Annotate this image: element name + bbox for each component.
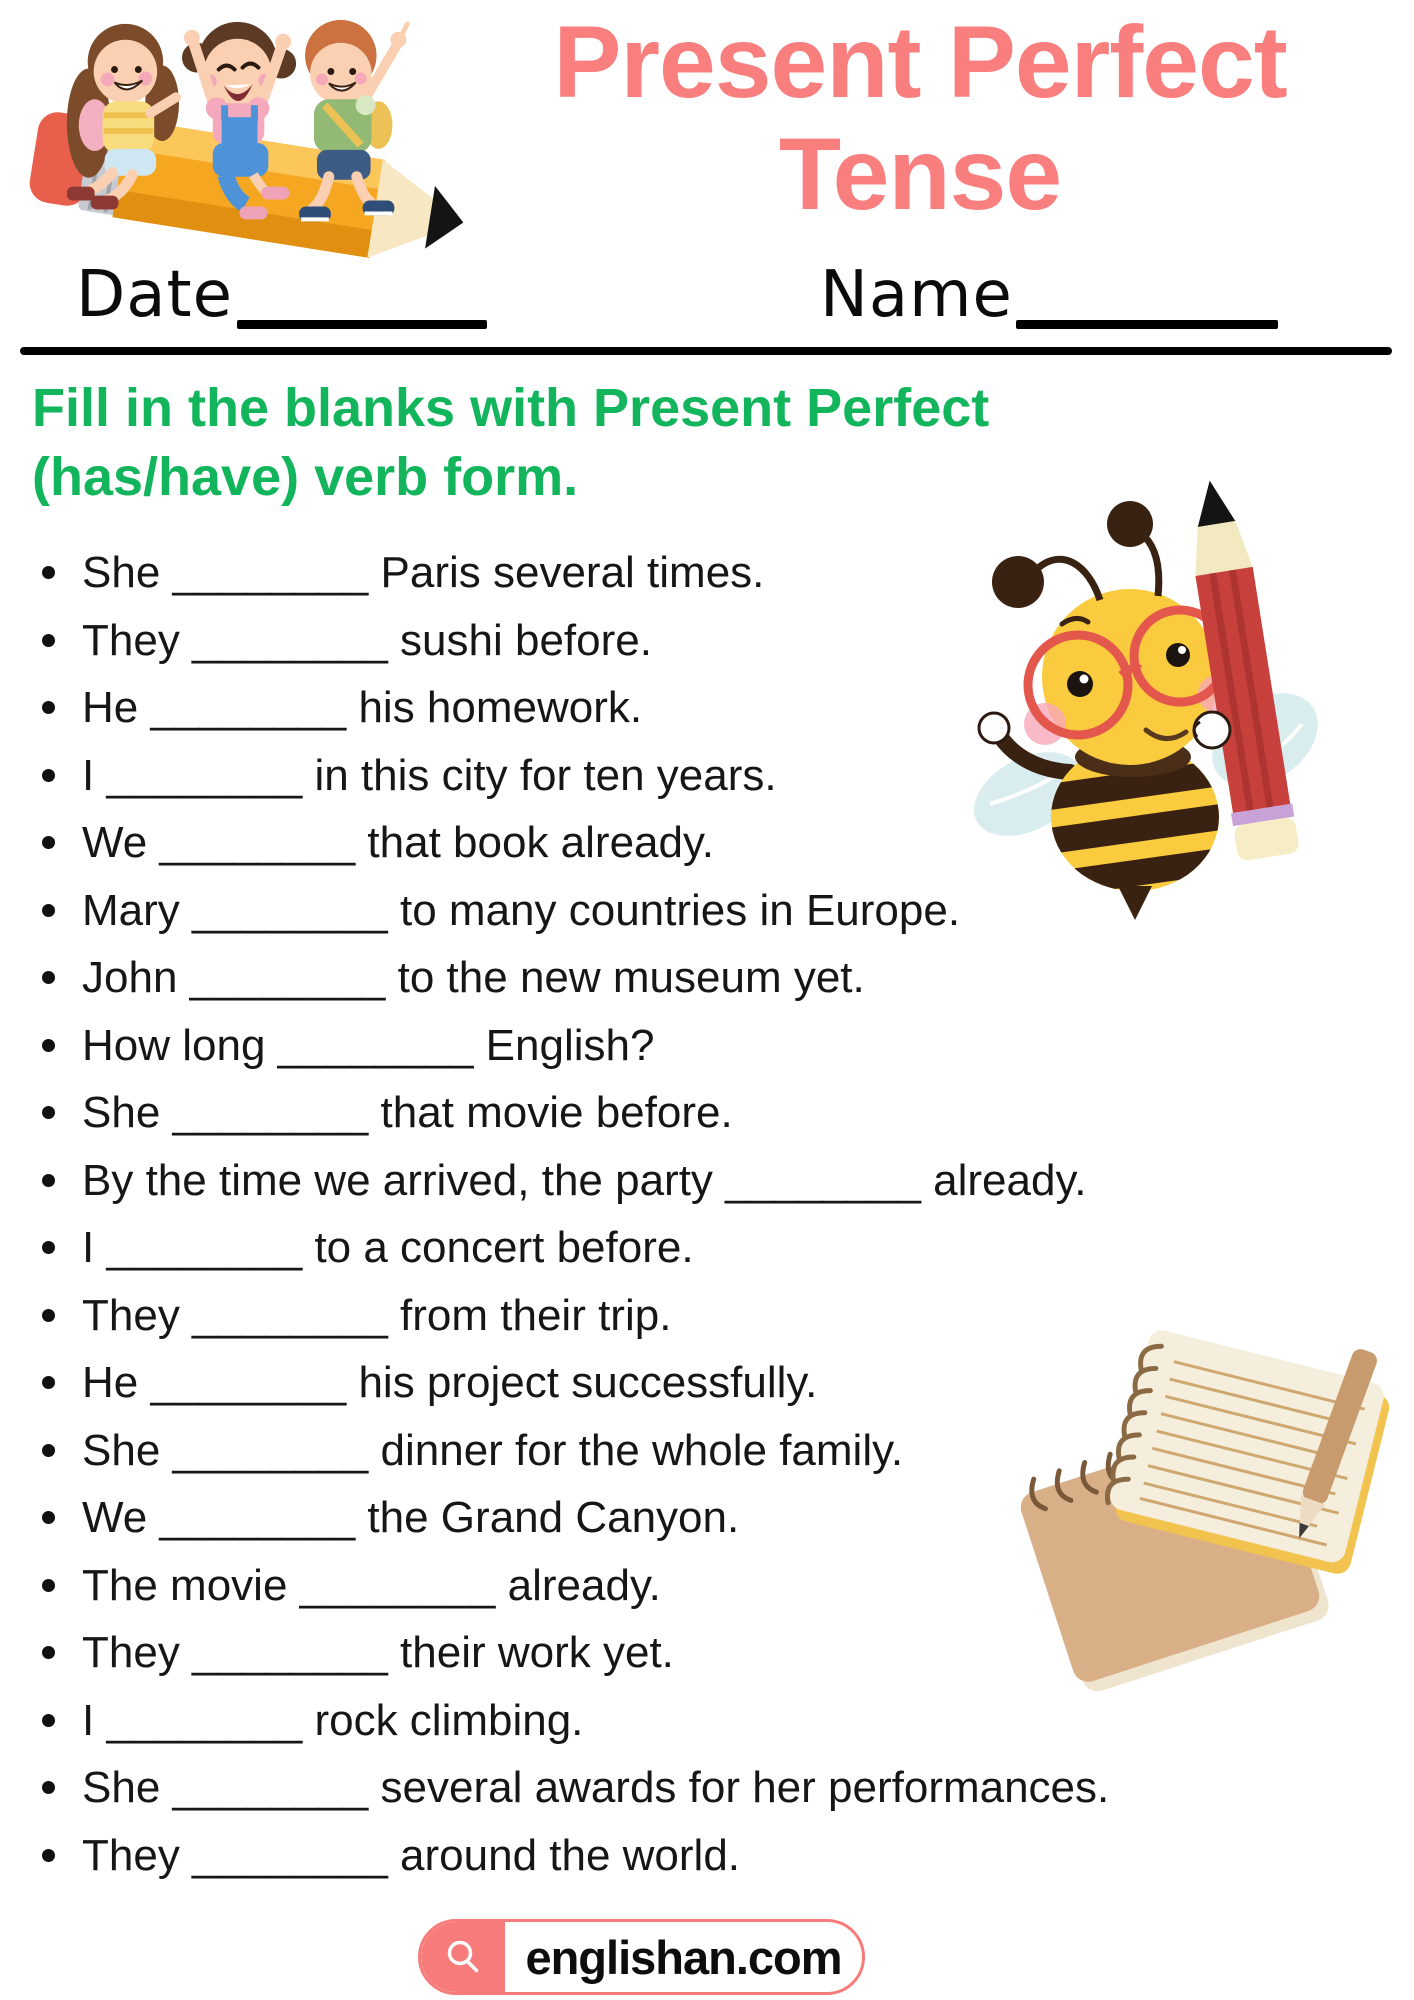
list-item: [36, 1147, 1386, 1215]
sentence-text: I ________ rock climbing.: [82, 1695, 584, 1745]
bullet-icon: [42, 1174, 55, 1187]
sentence-text: I ________ in this city for ten years.: [82, 750, 777, 800]
bullet-icon: [42, 1646, 55, 1659]
sentence-text: They ________ around the world.: [82, 1830, 741, 1880]
sentence-text: We ________ the Grand Canyon.: [82, 1493, 740, 1542]
list-item: [36, 1214, 1386, 1282]
title-line-2: Tense: [778, 117, 1062, 231]
sentence-text: We ________ that book already.: [82, 818, 714, 867]
sentence-text: She ________ several awards for her performances.: [82, 1763, 1110, 1812]
list-item: [36, 944, 1386, 1012]
sentence-text: He ________ his project successfully.: [82, 1358, 818, 1407]
sentence-text: John ________ to the new museum yet.: [82, 953, 865, 1002]
sentence-text: The movie ________ already.: [82, 1560, 661, 1610]
bullet-icon: [42, 1849, 55, 1862]
bullet-icon: [42, 1039, 55, 1052]
footer-site-pill[interactable]: [418, 1919, 865, 1995]
bullet-icon: [42, 1579, 55, 1592]
bullet-icon: [42, 701, 55, 714]
date-blank-line[interactable]: [237, 320, 487, 329]
bullet-icon: [42, 1781, 55, 1794]
sentence-text: She ________ Paris several times.: [82, 548, 765, 597]
name-label: Name: [820, 258, 1013, 332]
bullet-icon: [42, 1376, 55, 1389]
sentence-text: By the time we arrived, the party ________ already.: [82, 1155, 1087, 1205]
sentence-text: They ________ from their trip.: [82, 1290, 672, 1340]
page-title: [430, 6, 1410, 230]
bee-with-pencil-illustration: [950, 472, 1414, 927]
sentence-text: He ________ his homework.: [82, 683, 643, 732]
bullet-icon: [42, 1444, 55, 1457]
list-item: [36, 1012, 1386, 1080]
list-item: [36, 1079, 1386, 1147]
sentence-text: They ________ sushi before.: [82, 615, 652, 665]
bullet-icon: [42, 1241, 55, 1254]
search-icon: [442, 1936, 484, 1978]
sentence-text: She ________ that movie before.: [82, 1088, 733, 1137]
bullet-icon: [42, 836, 55, 849]
sentence-text: They ________ their work yet.: [82, 1628, 674, 1677]
site-name: englishan.com: [525, 1930, 842, 1984]
list-item: [36, 1822, 1386, 1890]
date-label: Date: [76, 258, 233, 332]
notebooks-illustration: [1005, 1292, 1397, 1700]
sentence-text: She ________ dinner for the whole family.: [82, 1425, 904, 1475]
bullet-icon: [42, 566, 55, 579]
instructions-line-1: Fill in the blanks with Present Perfect: [32, 378, 990, 438]
search-segment: [421, 1922, 505, 1992]
sentence-text: How long ________ English?: [82, 1020, 655, 1070]
bullet-icon: [42, 769, 55, 782]
name-blank-line[interactable]: [1016, 320, 1278, 329]
bullet-icon: [42, 1714, 55, 1727]
bullet-icon: [42, 634, 55, 647]
bullet-icon: [42, 971, 55, 984]
instructions-line-2: (has/have) verb form.: [32, 447, 579, 507]
bullet-icon: [42, 1106, 55, 1119]
sentence-text: I ________ to a concert before.: [82, 1223, 694, 1272]
sentence-text: Mary ________ to many countries in Europe.: [82, 885, 961, 935]
bullet-icon: [42, 904, 55, 917]
header-separator-line: [20, 347, 1392, 355]
list-item: [36, 1754, 1386, 1822]
bullet-icon: [42, 1309, 55, 1322]
title-line-1: Present Perfect: [553, 5, 1287, 119]
bullet-icon: [42, 1511, 55, 1524]
kids-riding-pencil-illustration: [8, 6, 486, 274]
